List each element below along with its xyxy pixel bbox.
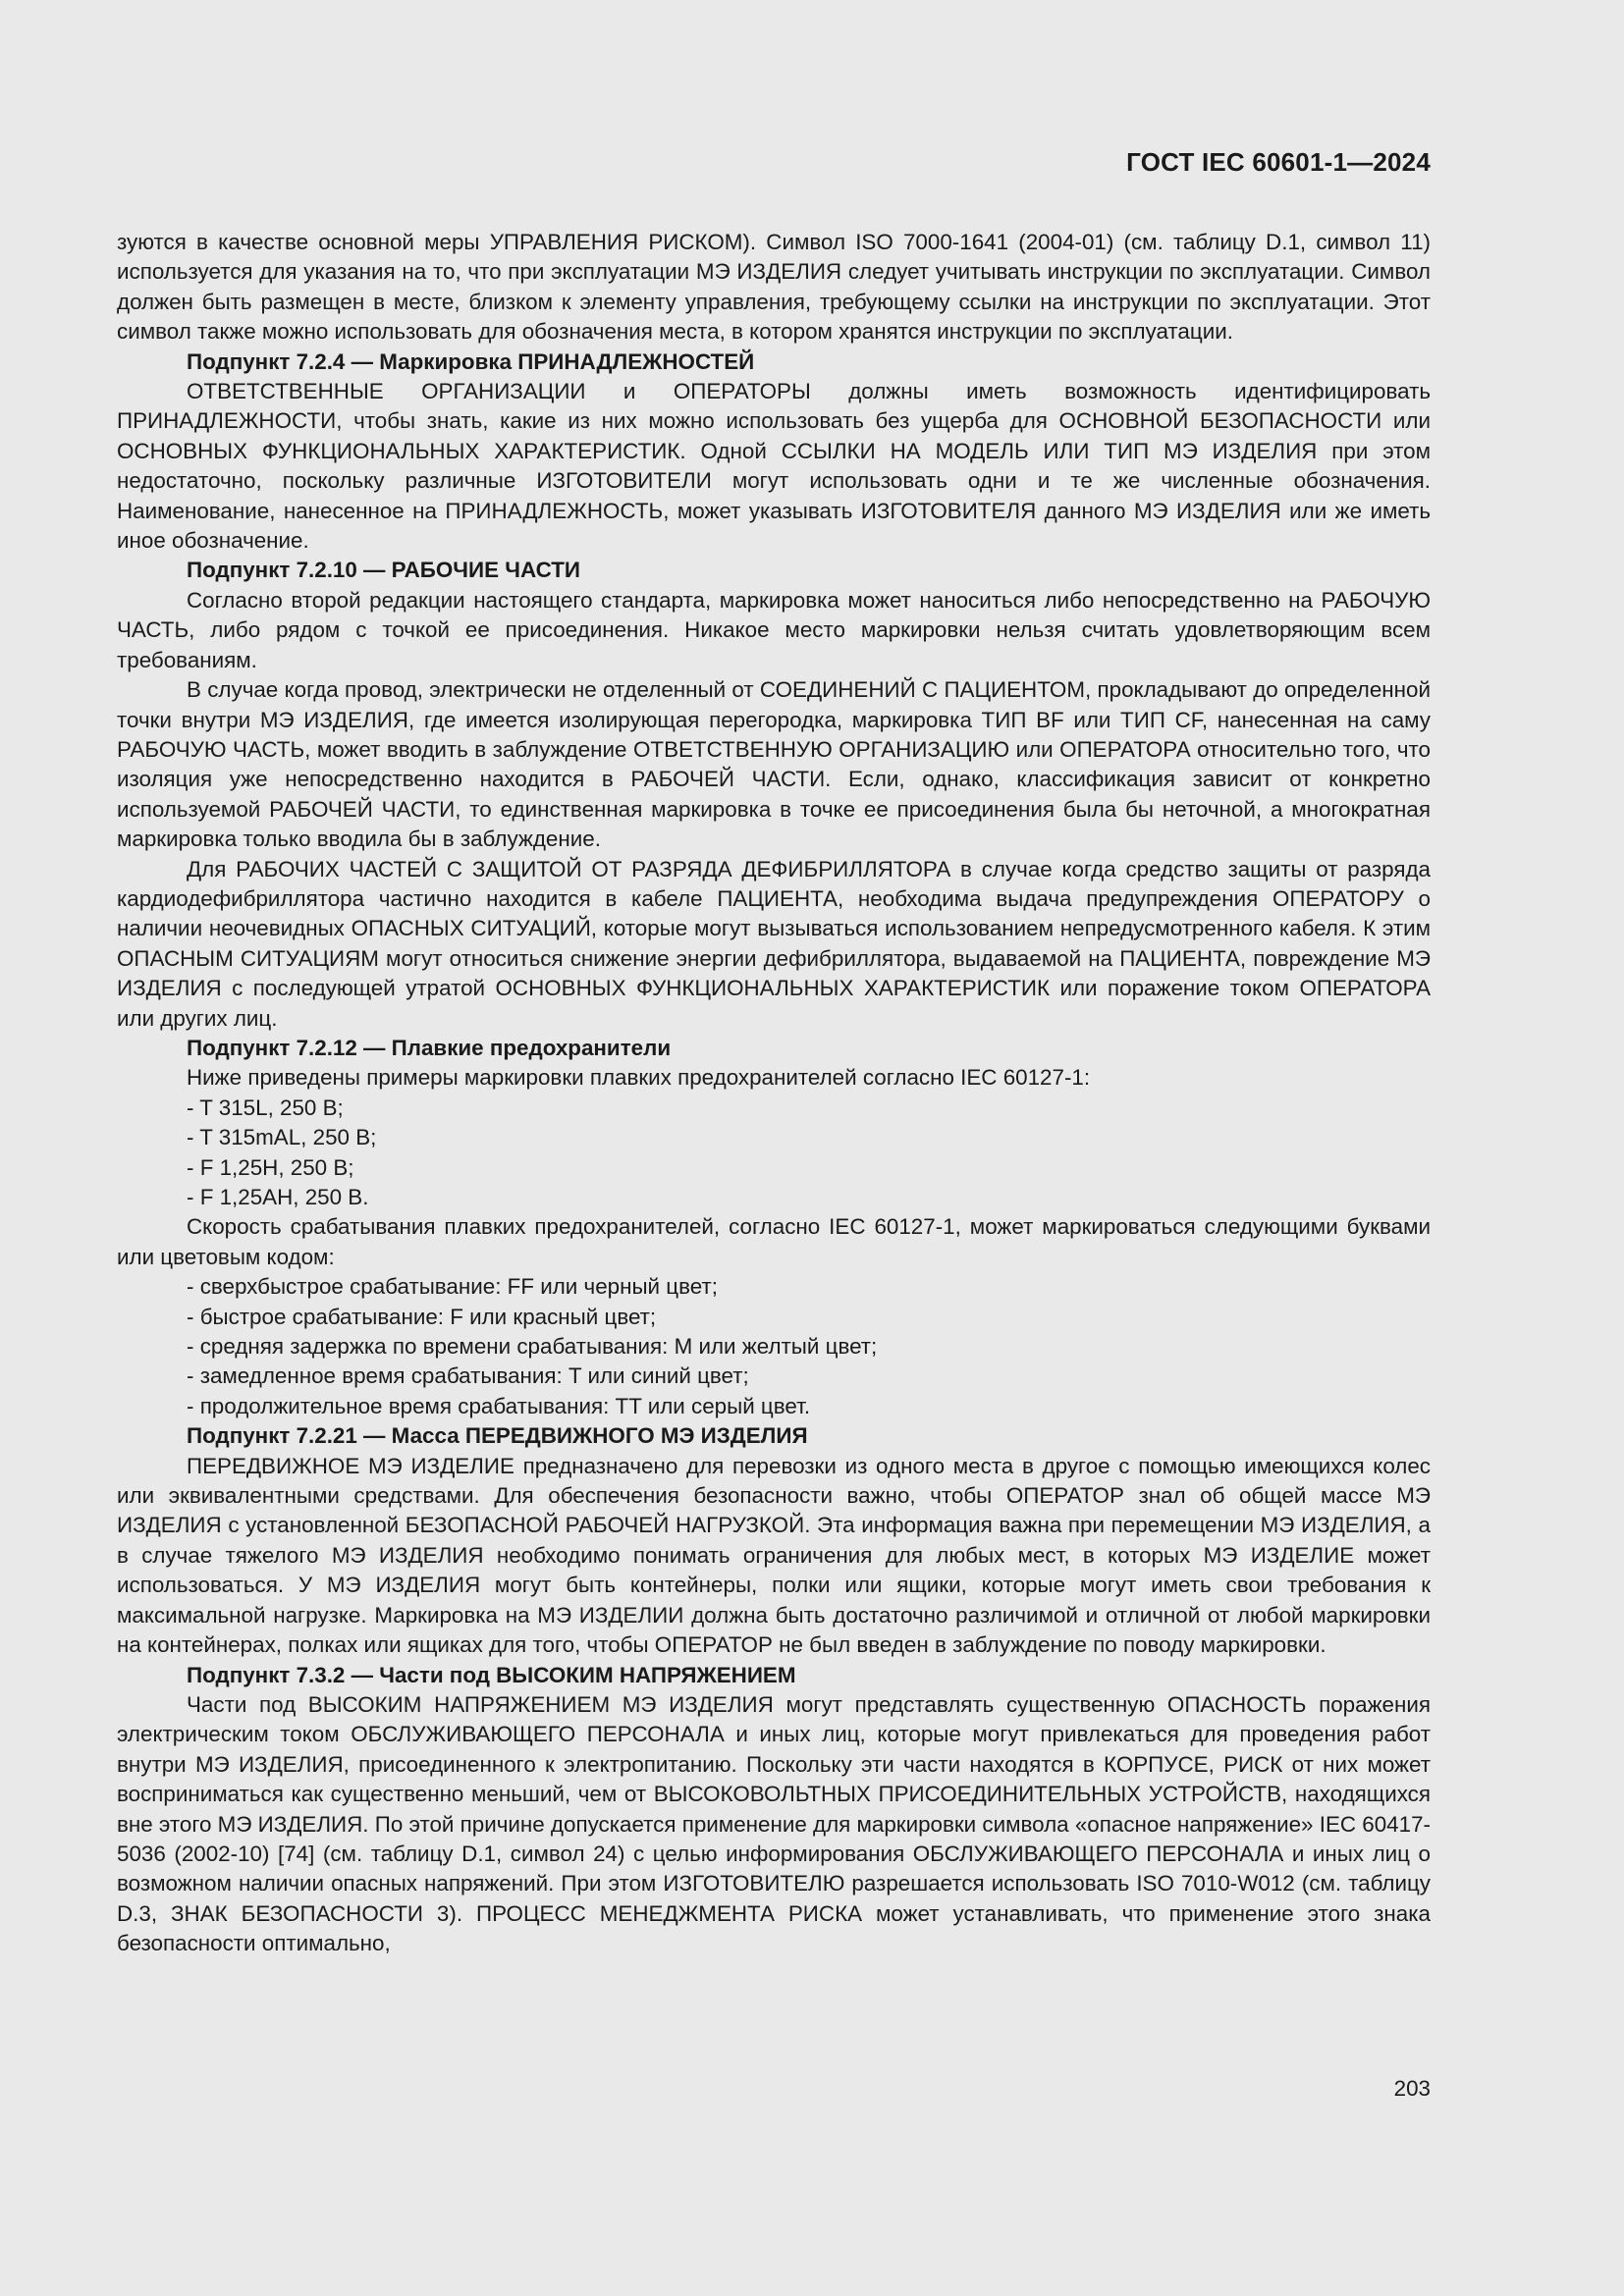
section-heading: Подпункт 7.2.4 — Маркировка ПРИНАДЛЕЖНОСТЕЙ [187, 348, 755, 374]
list-item: - F 1,25H, 250 В; [187, 1153, 1431, 1183]
bullet-list [117, 1094, 1431, 1213]
list-item: - быстрое срабатывание: F или красный цвет; [187, 1303, 1431, 1332]
list-item: - продолжительное время срабатывания: TT или серый цвет. [187, 1392, 1431, 1421]
list-item: - замедленное время срабатывания: T или синий цвет; [187, 1362, 1431, 1391]
section-heading: Подпункт 7.2.12 — Плавкие предохранители [187, 1035, 672, 1060]
paragraph: Скорость срабатывания плавких предохранителей, согласно IEC 60127-1, может маркироваться следующими буквами или цветовым кодом: [117, 1214, 1431, 1269]
paragraph: Согласно второй редакции настоящего стандарта, маркировка может наноситься либо непосредственно на РАБОЧУЮ ЧАСТЬ, либо рядом с точкой ее присоединения. Никакое место маркировки нельзя считать удовлетворяющим всем требованиям. [117, 587, 1431, 672]
list-item: - T 315mAL, 250 В; [187, 1123, 1431, 1152]
paragraph: ОТВЕТСТВЕННЫЕ ОРГАНИЗАЦИИ и ОПЕРАТОРЫ должны иметь возможность идентифицировать ПРИНАДЛЕЖНОСТИ, чтобы знать, какие из них можно использовать без ущерба для ОСНОВНОЙ БЕЗОПАСНОСТИ или ОСНОВНЫХ ФУНКЦИОНАЛЬНЫХ ХАРАКТЕРИСТИК. Одной ССЫЛКИ НА МОДЕЛЬ ИЛИ ТИП МЭ ИЗДЕЛИЯ при этом недостаточно, поскольку различные ИЗГОТОВИТЕЛИ могут использовать одни и те же численные обозначения. Наименование, нанесенное на ПРИНАДЛЕЖНОСТЬ, может указывать ИЗГОТОВИТЕЛЯ данного МЭ ИЗДЕЛИЯ или же иметь иное обозначение. [117, 379, 1431, 554]
section-heading: Подпункт 7.2.10 — РАБОЧИЕ ЧАСТИ [187, 558, 581, 583]
section-heading: Подпункт 7.3.2 — Части под ВЫСОКИМ НАПРЯЖЕНИЕМ [187, 1662, 796, 1687]
paragraph: зуются в качестве основной меры УПРАВЛЕНИЯ РИСКОМ). Символ ISO 7000-1641 (2004-01) (см. таблицу D.1, символ 11) используется для указания на то, что при эксплуатации МЭ ИЗДЕЛИЯ следует учитывать инструкции по эксплуатации. Символ должен быть размещен в месте, близком к элементу управления, требующему ссылки на инструкции по эксплуатации. Этот символ также можно использовать для обозначения места, в котором хранятся инструкции по эксплуатации. [117, 230, 1431, 345]
paragraph: Для РАБОЧИХ ЧАСТЕЙ С ЗАЩИТОЙ ОТ РАЗРЯДА ДЕФИБРИЛЛЯТОРА в случае когда средство защиты от разряда кардиодефибриллятора частично находится в кабеле ПАЦИЕНТА, необходима выдача предупреждения ОПЕРАТОРУ о наличии неочевидных ОПАСНЫХ СИТУАЦИЙ, которые могут вызываться использованием непредусмотренного кабеля. К этим ОПАСНЫМ СИТУАЦИЯМ могут относиться снижение энергии дефибриллятора, выдаваемой на ПАЦИЕНТА, повреждение МЭ ИЗДЕЛИЯ с последующей утратой ОСНОВНЫХ ФУНКЦИОНАЛЬНЫХ ХАРАКТЕРИСТИК или поражение током ОПЕРАТОРА или других лиц. [117, 856, 1431, 1031]
bullet-list [117, 1272, 1431, 1421]
paragraph: В случае когда провод, электрически не отделенный от СОЕДИНЕНИЙ С ПАЦИЕНТОМ, прокладывают до определенной точки внутри МЭ ИЗДЕЛИЯ, где имеется изолирующая перегородка, маркировка ТИП BF или ТИП CF, нанесенная на саму РАБОЧУЮ ЧАСТЬ, может вводить в заблуждение ОТВЕТСТВЕННУЮ ОРГАНИЗАЦИЮ или ОПЕРАТОРА относительно того, что изоляция уже непосредственно находится в РАБОЧЕЙ ЧАСТИ. Если, однако, классификация зависит от конкретно используемой РАБОЧЕЙ ЧАСТИ, то единственная маркировка в точке ее присоединения была бы неточной, а многократная маркировка только вводила бы в заблуждение. [117, 677, 1431, 852]
list-item: - F 1,25AH, 250 В. [187, 1183, 1431, 1212]
document-standard-id: ГОСТ IEC 60601-1—2024 [1126, 147, 1431, 177]
list-item: - сверхбыстрое срабатывание: FF или черный цвет; [187, 1272, 1431, 1302]
document-body [117, 228, 1431, 1959]
section-heading: Подпункт 7.2.21 — Масса ПЕРЕДВИЖНОГО МЭ ИЗДЕЛИЯ [187, 1423, 808, 1449]
page-number: 203 [1393, 2076, 1431, 2101]
paragraph: Ниже приведены примеры маркировки плавких предохранителей согласно IEC 60127-1: [187, 1065, 1091, 1091]
list-item: - средняя задержка по времени срабатывания: M или желтый цвет; [187, 1332, 1431, 1362]
list-item: - T 315L, 250 В; [187, 1094, 1431, 1123]
paragraph: Части под ВЫСОКИМ НАПРЯЖЕНИЕМ МЭ ИЗДЕЛИЯ могут представлять существенную ОПАСНОСТЬ поражения электрическим током ОБСЛУЖИВАЮЩЕГО ПЕРСОНАЛА и иных лиц, которые могут привлекаться для проведения работ внутри МЭ ИЗДЕЛИЯ, присоединенного к электропитанию. Поскольку эти части находятся в КОРПУСЕ, РИСК от них может восприниматься как существенно меньший, чем от ВЫСОКОВОЛЬТНЫХ ПРИСОЕДИНИТЕЛЬНЫХ УСТРОЙСТВ, находящихся вне этого МЭ ИЗДЕЛИЯ. По этой причине допускается применение для маркировки символа «опасное напряжение» IEC 60417-5036 (2002-10) [74] (см. таблицу D.1, символ 24) с целью информирования ОБСЛУЖИВАЮЩЕГО ПЕРСОНАЛА и иных лиц о возможном наличии опасных напряжений. При этом ИЗГОТОВИТЕЛЮ разрешается использовать ISO 7010-W012 (см. таблицу D.3, ЗНАК БЕЗОПАСНОСТИ 3). ПРОЦЕСС МЕНЕДЖМЕНТА РИСКА может устанавливать, что применение этого знака безопасности оптимально, [117, 1691, 1431, 1956]
paragraph: ПЕРЕДВИЖНОЕ МЭ ИЗДЕЛИЕ предназначено для перевозки из одного места в другое с помощью имеющихся колес или эквивалентными средствами. Для обеспечения безопасности важно, чтобы ОПЕРАТОР знал об общей массе МЭ ИЗДЕЛИЯ с установленной БЕЗОПАСНОЙ РАБОЧЕЙ НАГРУЗКОЙ. Эта информация важна при перемещении МЭ ИЗДЕЛИЯ, а в случае тяжелого МЭ ИЗДЕЛИЯ необходимо понимать ограничения для любых мест, в которых МЭ ИЗДЕЛИЕ может использоваться. У МЭ ИЗДЕЛИЯ могут быть контейнеры, полки или ящики, которые могут иметь свои требования к максимальной нагрузке. Маркировка на МЭ ИЗДЕЛИИ должна быть достаточно различимой и отличной от любой маркировки на контейнерах, полках или ящиках для того, чтобы ОПЕРАТОР не был введен в заблуждение по поводу маркировки. [117, 1453, 1431, 1658]
